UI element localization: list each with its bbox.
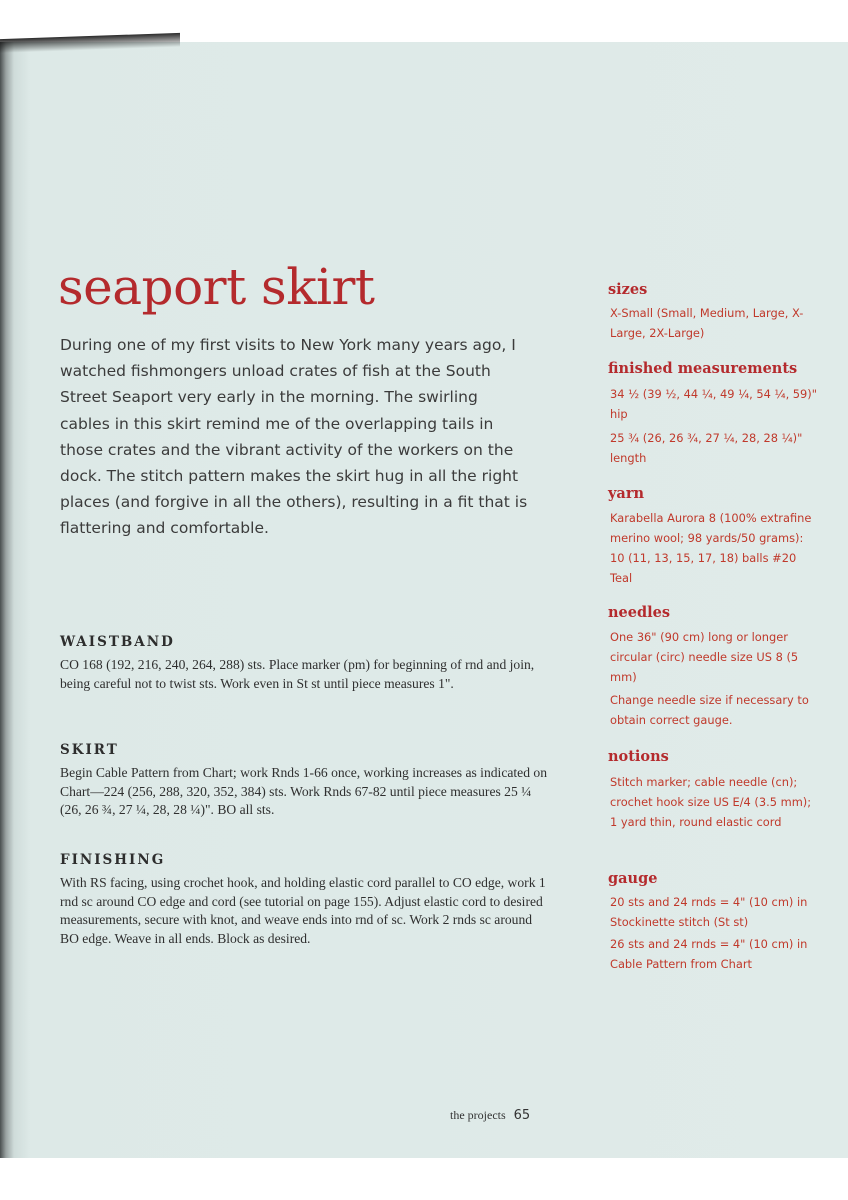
page-footer xyxy=(450,1106,530,1124)
gauge-stockinette: 20 sts and 24 rnds = 4" (10 cm) in Stockinette stitch (St st) xyxy=(610,895,808,929)
notions-heading: notions xyxy=(608,748,669,765)
gauge-heading: gauge xyxy=(608,870,658,887)
needles-body: One 36" (90 cm) long or longer circular (circ) needle size US 8 (5 mm) xyxy=(610,630,799,684)
sizes-heading: sizes xyxy=(608,281,648,298)
yarn-heading: yarn xyxy=(608,485,645,502)
skirt-body: Begin Cable Pattern from Chart; work Rnds 1-66 once, working increases as indicated on Chart—224 (256, 288, 320, 352, 384) sts. Work Rnds 67-82 until piece measures 25 ¼ (26, 26 ¾, 27 ¼, 28, 28 ¼)". BO all sts. xyxy=(60,765,547,817)
waistband-heading: WAISTBAND xyxy=(60,634,175,650)
footer-label: the projects xyxy=(450,1108,506,1122)
page xyxy=(0,42,848,1158)
skirt-heading: SKIRT xyxy=(60,742,119,758)
hip-measurement: 34 ½ (39 ½, 44 ¼, 49 ¼, 54 ¼, 59)" hip xyxy=(610,387,817,421)
needles-heading: needles xyxy=(608,604,671,621)
yarn-body: Karabella Aurora 8 (100% extrafine merino wool; 98 yards/50 grams): 10 (11, 13, 15, 17, 18) balls #20 Teal xyxy=(610,511,812,585)
length-measurement: 25 ¾ (26, 26 ¾, 27 ¼, 28, 28 ¼)" length xyxy=(610,431,803,465)
waistband-body: CO 168 (192, 216, 240, 264, 288) sts. Place marker (pm) for beginning of rnd and join, being careful not to twist sts. Work even in St st until piece measures 1". xyxy=(60,657,535,691)
finishing-heading: FINISHING xyxy=(60,852,166,868)
needles-note: Change needle size if necessary to obtain correct gauge. xyxy=(610,693,809,727)
finished-measurements-heading: finished measurements xyxy=(608,360,798,377)
finishing-body: With RS facing, using crochet hook, and holding elastic cord parallel to CO edge, work 1 rnd sc around CO edge and cord (see tutorial on page 155). Adjust elastic cord to desired measurements, secure with knot, and weave ends into rnd of sc. Work 2 rnds sc around BO edge. Weave in all ends. Block as desired. xyxy=(60,875,546,946)
page-title: seaport skirt xyxy=(58,258,375,316)
intro-paragraph: During one of my first visits to New York many years ago, I watched fishmongers unload crates of fish at the South Street Seaport very early in the morning. The swirling cables in this skirt remind me of the overlapping tails in those crates and the vibrant activity of the workers on the dock. The stitch pattern makes the skirt hug in all the right places (and forgive in all the others), resulting in a fit that is flattering and comfortable. xyxy=(60,336,528,538)
sizes-body: X-Small (Small, Medium, Large, X-Large, 2X-Large) xyxy=(610,306,804,340)
gauge-cable: 26 sts and 24 rnds = 4" (10 cm) in Cable Pattern from Chart xyxy=(610,937,808,971)
page-number: 65 xyxy=(513,1108,531,1123)
notions-body: Stitch marker; cable needle (cn); crochet hook size US E/4 (3.5 mm); 1 yard thin, round elastic cord xyxy=(610,775,812,829)
